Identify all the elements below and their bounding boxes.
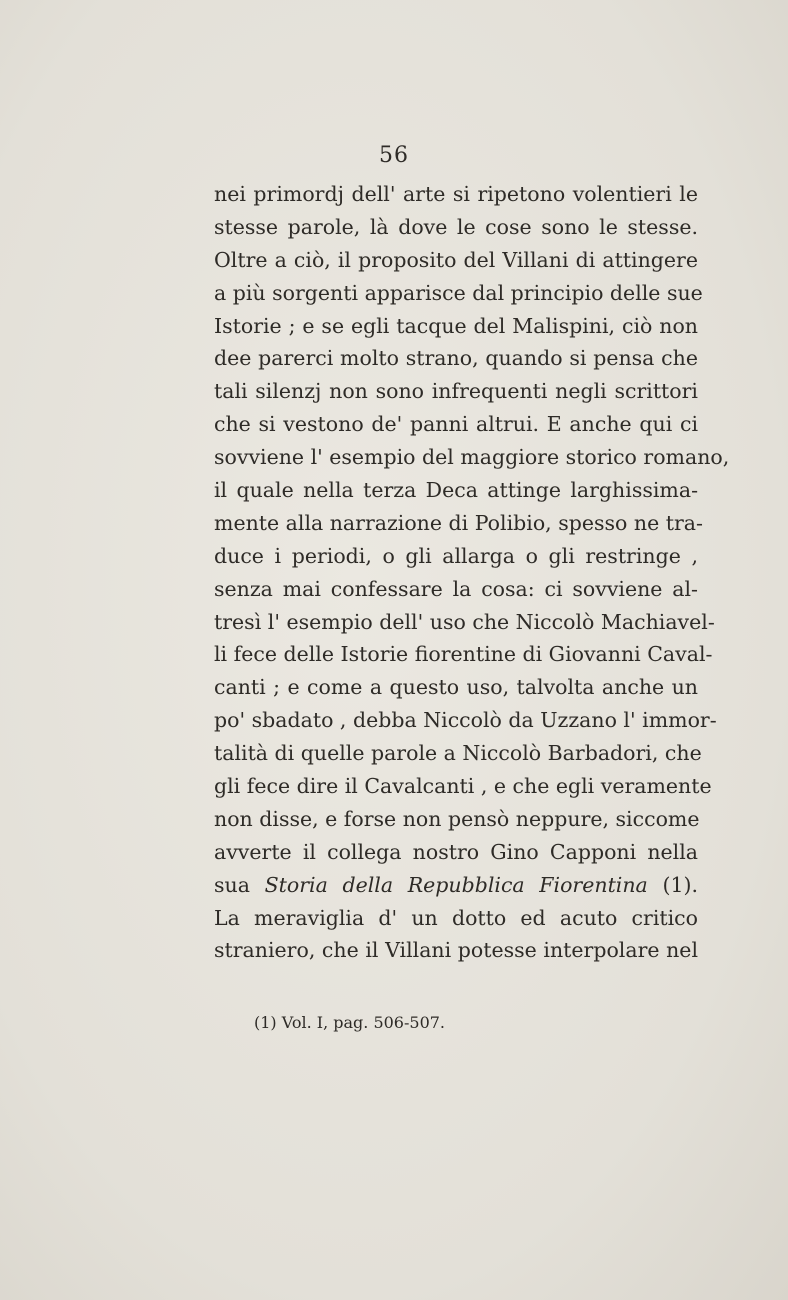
page-number: 56 bbox=[379, 143, 409, 168]
text-line: il quale nella terza Deca attinge larghissima- bbox=[214, 478, 698, 503]
text-line: nei primordj dell' arte si ripetono volentieri le bbox=[214, 182, 698, 206]
text-line: senza mai confessare la cosa: ci sovviene al- bbox=[214, 576, 698, 601]
text-line: canti ; e come a questo uso, talvolta anche un bbox=[214, 675, 698, 700]
footnote: (1) Vol. I, pag. 506-507. bbox=[254, 1013, 446, 1032]
text-line: straniero, che il Villani potesse interpolare nel bbox=[214, 938, 698, 963]
text-line: sovviene l' esempio del maggiore storico romano, bbox=[214, 445, 730, 470]
text-line: Istorie ; e se egli tacque del Malispini, ciò non bbox=[214, 313, 698, 338]
text-line: Oltre a ciò, il proposito del Villani di attingere bbox=[214, 247, 698, 272]
body-text bbox=[214, 178, 730, 967]
text-line: tali silenzj non sono infrequenti negli scrittori bbox=[214, 379, 698, 404]
text-line: mente alla narrazione di Polibio, spesso ne tra- bbox=[214, 510, 703, 535]
text-line: non disse, e forse non pensò neppure, siccome bbox=[214, 806, 700, 831]
text-line: po' sbadato , debba Niccolò da Uzzano l' immor- bbox=[214, 708, 717, 733]
text-line: avverte il collega nostro Gino Capponi nella bbox=[214, 839, 698, 864]
text-line: duce i periodi, o gli allarga o gli restringe , bbox=[214, 543, 698, 568]
text-line: talità di quelle parole a Niccolò Barbadori, che bbox=[214, 741, 702, 766]
text-line: sua Storia della Repubblica Fiorentina (1). bbox=[214, 872, 699, 897]
text-line: che si vestono de' panni altrui. E anche qui ci bbox=[214, 412, 698, 437]
text-line: stesse parole, là dove le cose sono le stesse. bbox=[214, 214, 698, 239]
text-line: a più sorgenti apparisce dal principio delle sue bbox=[214, 280, 703, 305]
text-line: gli fece dire il Cavalcanti , e che egli veramente bbox=[214, 774, 712, 799]
text-line: La meraviglia d' un dotto ed acuto critico bbox=[214, 905, 698, 930]
text-line: li fece delle Istorie fiorentine di Giovanni Caval- bbox=[214, 642, 713, 667]
text-line: dee parerci molto strano, quando si pensa che bbox=[214, 346, 698, 371]
text-line: tresì l' esempio dell' uso che Niccolò Machiavel- bbox=[214, 609, 715, 634]
